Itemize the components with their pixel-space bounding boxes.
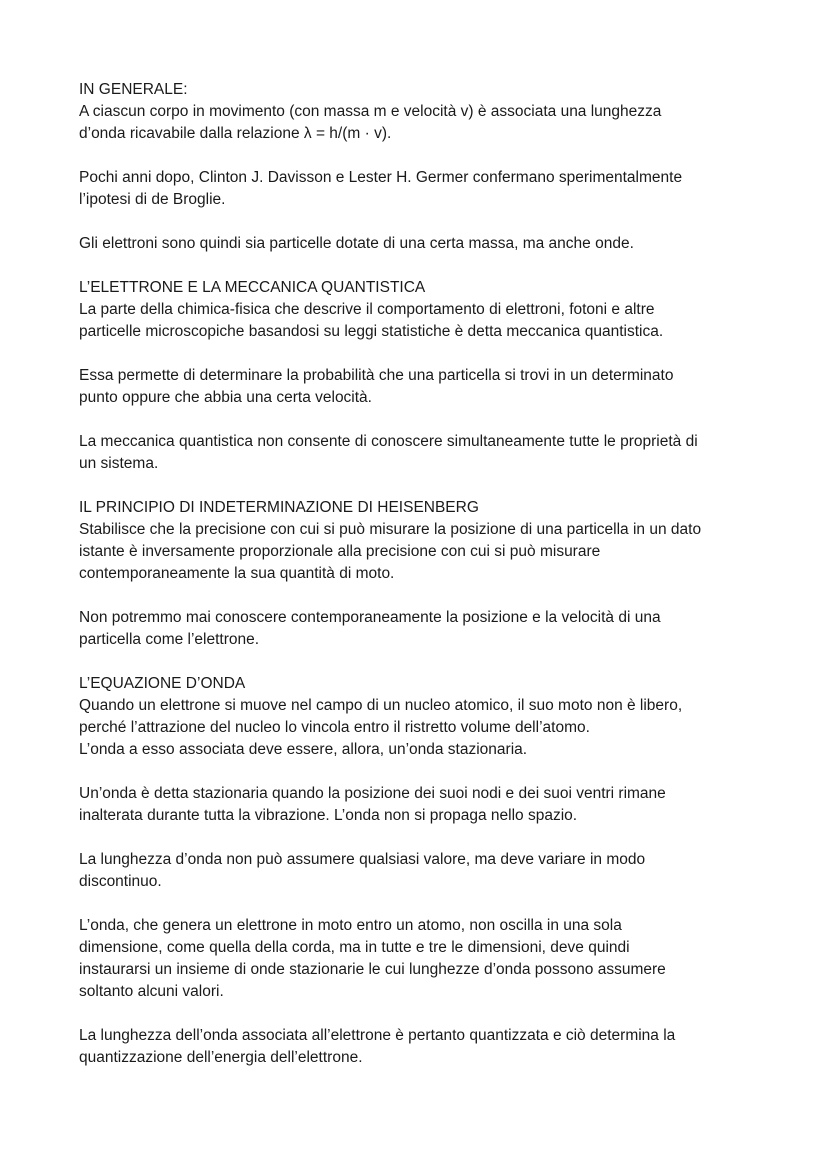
text-line: instaurarsi un insieme di onde stazionarie le cui lunghezze d’onda possono assumere: [79, 961, 666, 978]
paragraph-onde-stazionarie: [79, 915, 754, 1003]
text-line: inalterata durante tutta la vibrazione. L’onda non si propaga nello spazio.: [79, 807, 578, 824]
text-line: La lunghezza d’onda non può assumere qualsiasi valore, ma deve variare in modo: [79, 851, 646, 868]
text-line: Non potremmo mai conoscere contemporaneamente la posizione e la velocità di una: [79, 609, 661, 626]
paragraph-generale: [79, 79, 754, 145]
paragraph-quantizzazione: [79, 1025, 754, 1069]
text-line: dimensione, come quella della corda, ma in tutte e tre le dimensioni, deve quindi: [79, 939, 630, 956]
text-line: Un’onda è detta stazionaria quando la posizione dei suoi nodi e dei suoi ventri rimane: [79, 785, 666, 802]
text-line: Essa permette di determinare la probabilità che una particella si trovi in un determinato: [79, 367, 674, 384]
text-line: punto oppure che abbia una certa velocità.: [79, 389, 372, 406]
text-line: Gli elettroni sono quindi sia particelle dotate di una certa massa, ma anche onde.: [79, 235, 634, 252]
text-line: particelle microscopiche basandosi su leggi statistiche è detta meccanica quantistica.: [79, 323, 664, 340]
section-heading: IL PRINCIPIO DI INDETERMINAZIONE DI HEISENBERG: [79, 499, 479, 516]
text-line: soltanto alcuni valori.: [79, 983, 224, 1000]
text-line: d’onda ricavabile dalla relazione λ = h/(m · v).: [79, 125, 392, 142]
paragraph-equazione-onda: [79, 673, 754, 761]
text-line: L’onda, che genera un elettrone in moto entro un atomo, non oscilla in una sola: [79, 917, 622, 934]
paragraph-heisenberg: [79, 497, 754, 585]
paragraph-probabilita: [79, 365, 754, 409]
text-line: contemporaneamente la sua quantità di moto.: [79, 565, 395, 582]
text-line: discontinuo.: [79, 873, 162, 890]
text-line: L’onda a esso associata deve essere, allora, un’onda stazionaria.: [79, 741, 528, 758]
paragraph-proprieta: [79, 431, 754, 475]
section-heading: IN GENERALE:: [79, 81, 188, 98]
text-line: A ciascun corpo in movimento (con massa m e velocità v) è associata una lunghezza: [79, 103, 662, 120]
section-heading: L’EQUAZIONE D’ONDA: [79, 675, 246, 692]
paragraph-davisson-germer: [79, 167, 754, 211]
paragraph-onda-stazionaria: [79, 783, 754, 827]
section-heading: L’ELETTRONE E LA MECCANICA QUANTISTICA: [79, 279, 426, 296]
text-line: Pochi anni dopo, Clinton J. Davisson e Lester H. Germer confermano sperimentalmente: [79, 169, 683, 186]
text-line: Stabilisce che la precisione con cui si può misurare la posizione di una particella in un dato: [79, 521, 702, 538]
text-line: un sistema.: [79, 455, 159, 472]
text-line: quantizzazione dell’energia dell’elettrone.: [79, 1049, 363, 1066]
text-line: La parte della chimica-fisica che descrive il comportamento di elettroni, fotoni e altre: [79, 301, 655, 318]
text-line: Quando un elettrone si muove nel campo di un nucleo atomico, il suo moto non è libero,: [79, 697, 683, 714]
paragraph-elettroni-onde: [79, 233, 754, 255]
paragraph-lunghezza-onda: [79, 849, 754, 893]
paragraph-posizione-velocita: [79, 607, 754, 651]
text-line: La lunghezza dell’onda associata all’elettrone è pertanto quantizzata e ciò determina la: [79, 1027, 676, 1044]
paragraph-meccanica-quantistica: [79, 277, 754, 343]
text-line: particella come l’elettrone.: [79, 631, 260, 648]
text-line: perché l’attrazione del nucleo lo vincola entro il ristretto volume dell’atomo.: [79, 719, 590, 736]
text-line: istante è inversamente proporzionale alla precisione con cui si può misurare: [79, 543, 601, 560]
text-line: l’ipotesi di de Broglie.: [79, 191, 226, 208]
document-page: [79, 79, 754, 1091]
text-line: La meccanica quantistica non consente di conoscere simultaneamente tutte le proprietà di: [79, 433, 698, 450]
